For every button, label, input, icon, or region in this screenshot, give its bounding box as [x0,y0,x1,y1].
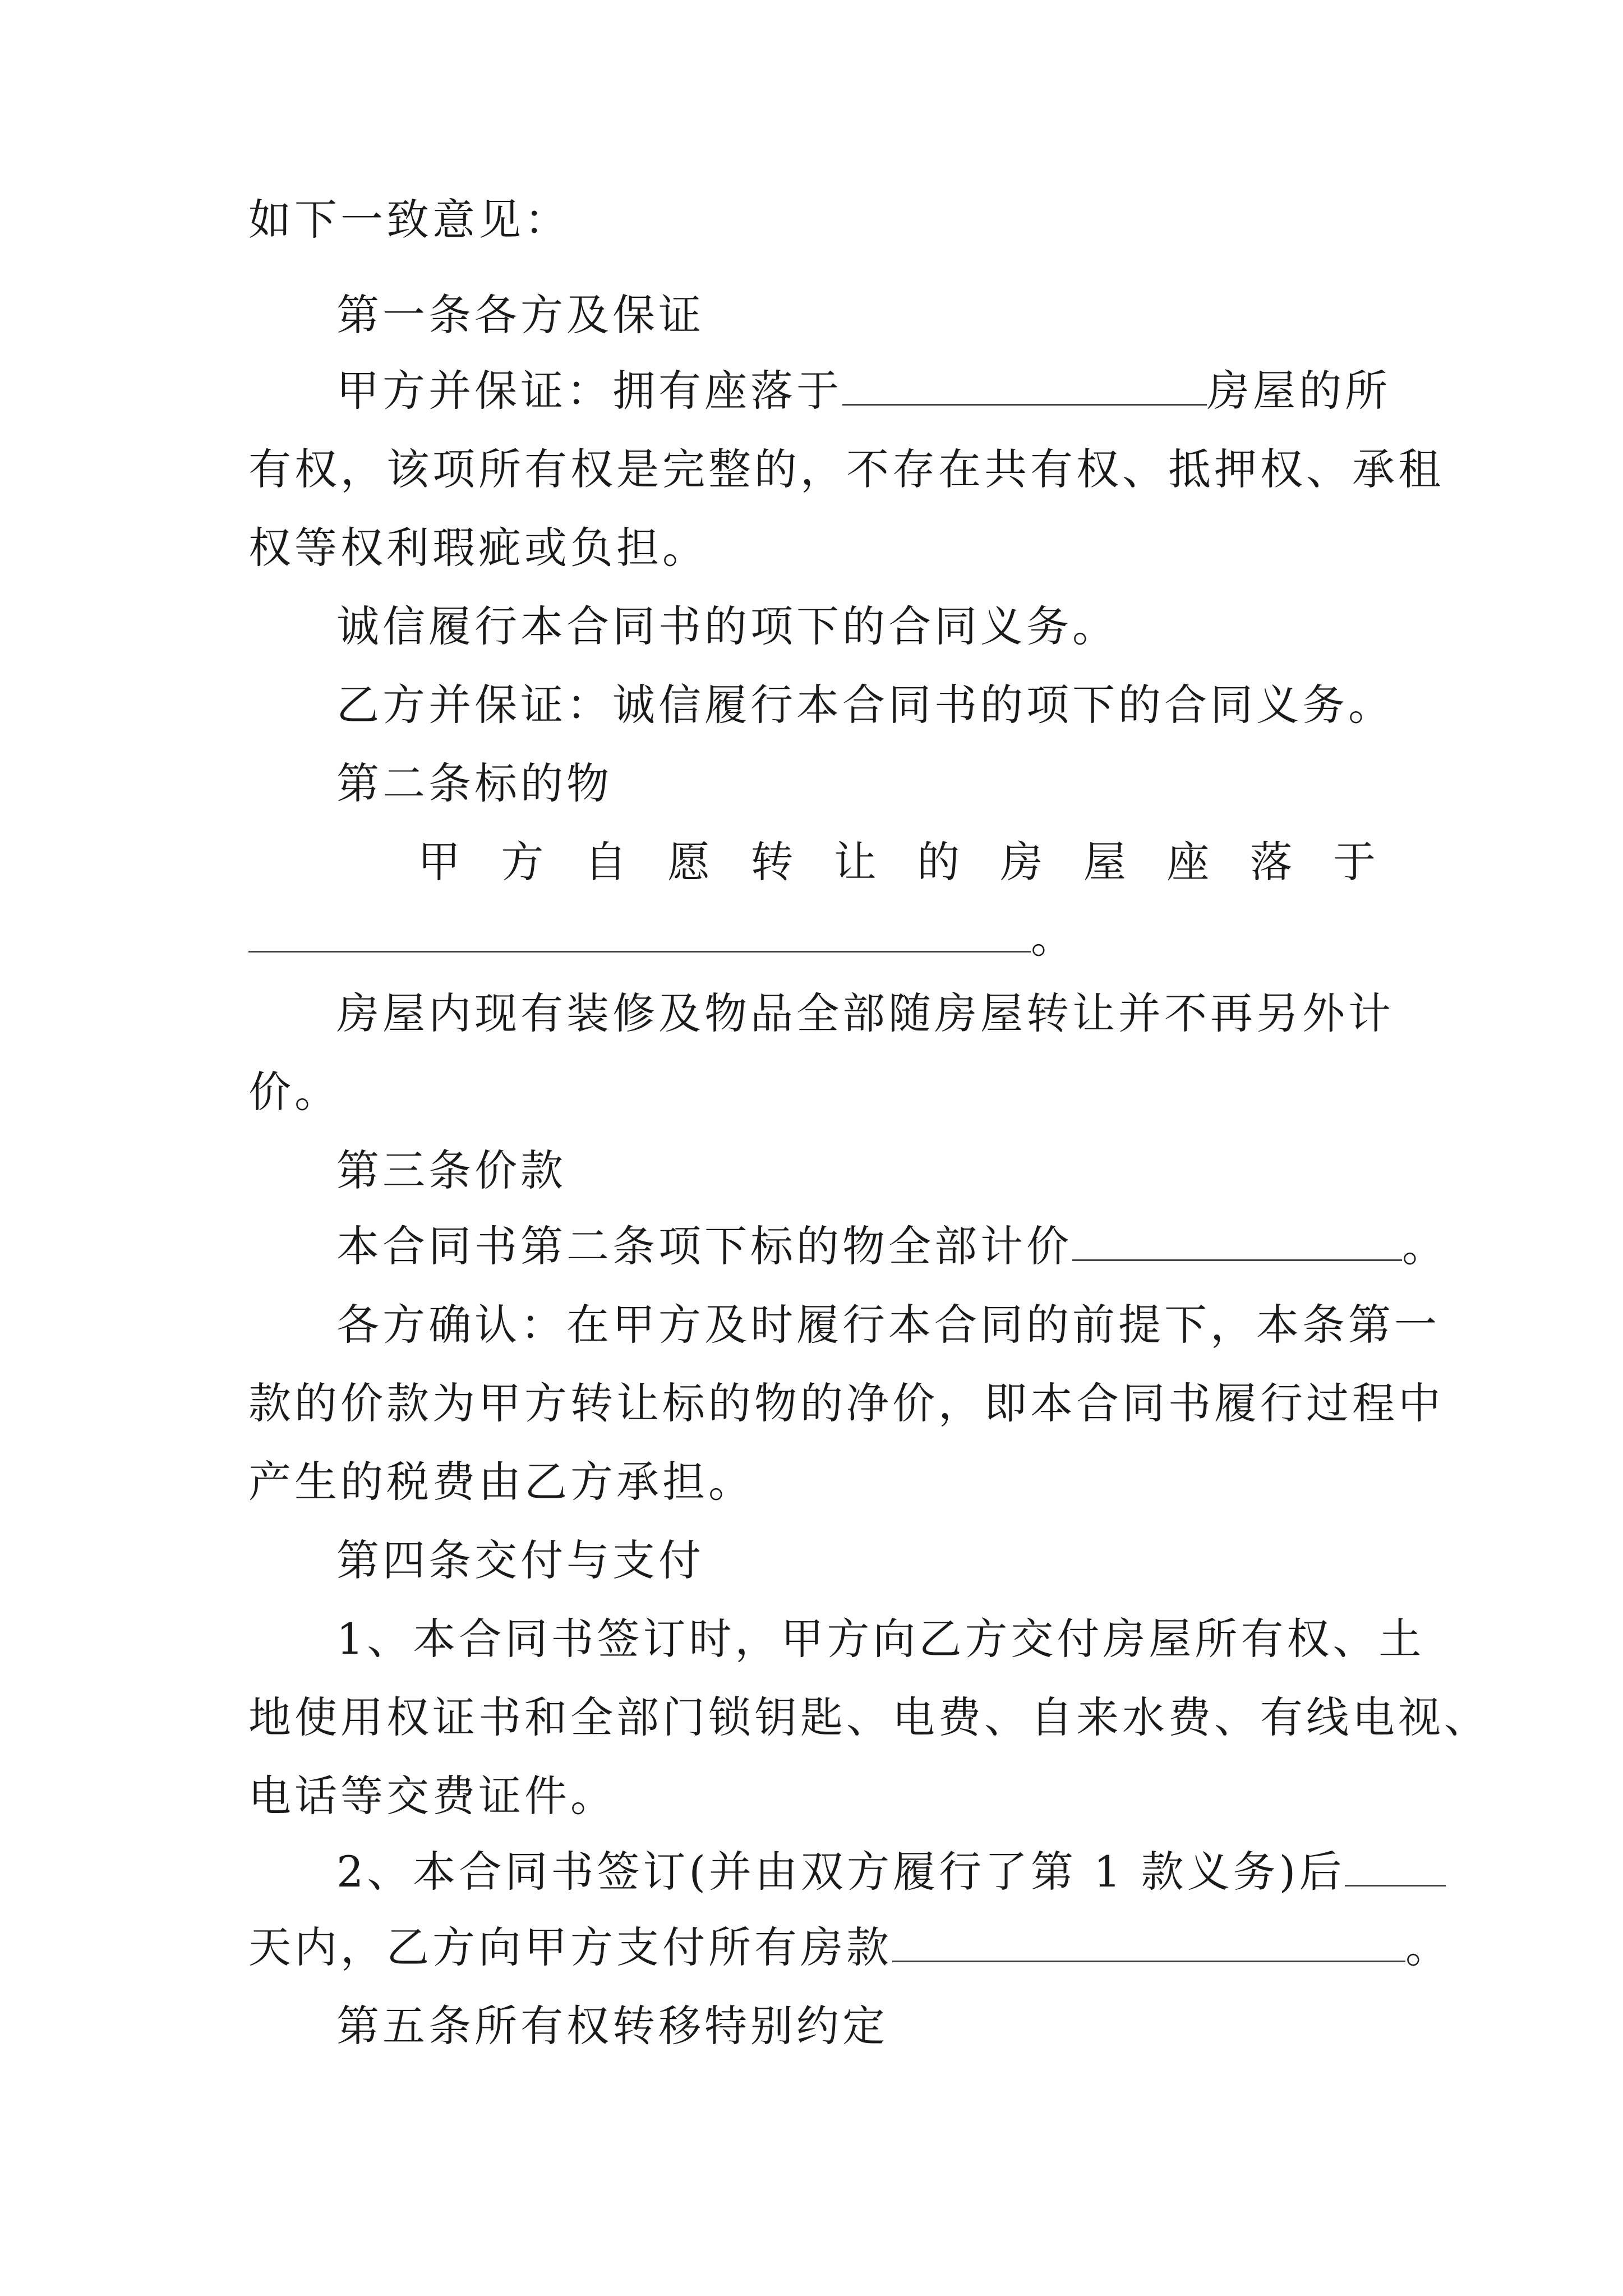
property-ownership-text: 房屋的所 [1207,366,1391,416]
text-line-4 [248,439,1444,500]
text-line-23 [248,1917,1451,1978]
article-3-title: 第三条价款 [336,1145,566,1195]
article-5-heading [336,1995,1376,2057]
text-line-7 [336,674,1394,736]
good-faith-clause: 诚信履行本合同书的项下的合同义务。 [336,601,1118,651]
fixtures-clause-end: 价。 [248,1067,340,1117]
text-line-3 [336,360,1391,422]
text-line-9-justified [418,831,1376,893]
spaced-char: 愿 [667,837,711,887]
spaced-char: 屋 [1083,837,1126,887]
article-4-title: 第四条交付与支付 [336,1535,704,1585]
ownership-clause-end: 权等权利瑕疵或负担。 [248,523,708,573]
spaced-char: 于 [1332,837,1376,887]
delivery-clause-1: 1、本合同书签订时，甲方向乙方交付房屋所有权、土 [336,1614,1425,1664]
period: 。 [1405,1922,1451,1972]
text-line-17 [248,1451,1376,1513]
article-1-title: 第一条各方及保证 [336,290,704,340]
payment-clause-text: 天内，乙方向甲方支付所有房款 [248,1922,892,1972]
opening-phrase: 如下一致意见： [248,195,570,245]
transfer-location-blank [248,912,1031,953]
payment-amount-blank [892,1921,1405,1962]
text-line-16 [248,1373,1444,1434]
article-2-title: 第二条标的物 [336,758,612,808]
spaced-char: 座 [1166,837,1210,887]
spaced-char: 转 [750,837,794,887]
payment-clause-2: 2、本合同书签订(并由双方履行了第 1 款义务)后 [336,1847,1345,1897]
article-5-title: 第五条所有权转移特别约定 [336,2001,888,2051]
property-location-blank [842,365,1207,406]
spaced-char: 方 [501,837,544,887]
confirmation-clause: 各方确认：在甲方及时履行本合同的前提下，本条第一 [336,1300,1440,1350]
price-clause-text: 本合同书第二条项下标的物全部计价 [336,1221,1072,1271]
spaced-char: 让 [833,837,877,887]
text-line-15 [336,1294,1440,1356]
tax-clause: 产生的税费由乙方承担。 [248,1457,754,1507]
spaced-char: 甲 [418,837,460,887]
period: 。 [1031,913,1077,963]
text-line-19 [336,1608,1425,1670]
text-line-21 [248,1765,1376,1827]
text-line-1 [248,189,1376,251]
text-line-5 [248,517,1376,579]
text-line-22 [336,1841,1376,1903]
party-a-guarantee-text: 甲方并保证：拥有座落于 [336,366,842,416]
text-line-20 [248,1687,1490,1749]
text-line-12 [248,1061,1376,1123]
spaced-char: 房 [1000,837,1043,887]
article-2-heading [336,753,1376,815]
text-line-6 [336,596,1376,657]
delivery-items: 地使用权证书和全部门锁钥匙、电费、自来水费、有线电视、 [248,1692,1490,1742]
fixtures-clause: 房屋内现有装修及物品全部随房屋转让并不再另外计 [336,988,1394,1038]
days-blank [1345,1846,1446,1887]
delivery-items-end: 电话等交费证件。 [248,1771,616,1821]
article-3-heading [336,1140,1376,1202]
spaced-char: 自 [584,837,627,887]
period: 。 [1402,1221,1448,1271]
price-blank [1072,1220,1402,1261]
article-1-heading [336,284,1376,346]
text-line-11 [336,983,1394,1045]
ownership-clause-text: 有权，该项所有权是完整的，不存在共有权、抵押权、承租 [248,444,1444,494]
net-price-clause: 款的价款为甲方转让标的物的净价，即本合同书履行过程中 [248,1378,1444,1428]
party-b-guarantee: 乙方并保证：诚信履行本合同书的项下的合同义务。 [336,680,1394,730]
article-4-heading [336,1530,1376,1591]
text-line-10 [248,907,1376,969]
spaced-char: 的 [917,837,960,887]
spaced-char: 落 [1249,837,1293,887]
text-line-14 [336,1216,1448,1277]
